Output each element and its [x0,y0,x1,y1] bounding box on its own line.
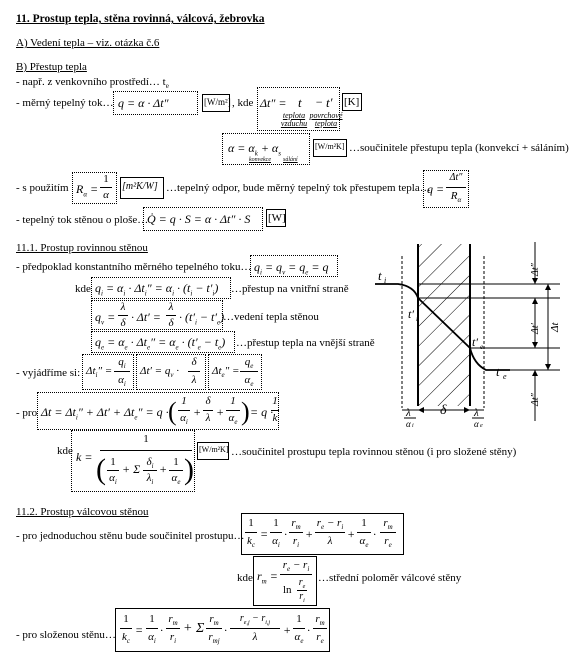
svg-text:α: α [406,419,411,428]
kcc-f1-num: 1 [149,613,155,625]
dt-def-lhs: Δt″ = [260,96,287,110]
kc-lhs-bar [245,532,257,533]
unit-k: [K] [344,96,360,108]
kcc-dot2: · [224,623,227,637]
kcc-f6-den: $r_e$ [316,631,324,646]
te-sub: e [165,82,169,91]
rm-lhs: $r_m$ = [257,569,278,586]
kcc-dot3: · [307,623,310,637]
expr1-bar [114,371,130,372]
k-bar [100,450,192,451]
k-f3-num: 1 [173,456,179,468]
dt-sum-f1-bar [178,410,190,411]
expr1-lhs: $\Delta t_i''$ = [86,365,113,380]
alpha-desc: …součinitele přestupu tepla (konvekcí + sáláním) [349,142,569,154]
kc-f3-num: $r_e - r_i$ [316,517,344,532]
qv-frac1-den: δ [120,317,126,329]
qe-desc: …přestup tepla na vnější straně [236,337,375,349]
sub2-simple: - pro jednoduchou stěnu bude součinitel prostupu… [16,530,245,542]
sub2-composite: - pro složenou stěnu… [16,629,116,641]
kcc-f3-num: $r_m$ [209,613,219,628]
svg-text:i: i [412,423,414,428]
kcc-f5-bar [293,628,305,629]
k-paren-r: ) [184,453,194,486]
kcc-f5-den: $\alpha_e$ [294,631,304,646]
label-air-temp: teplota vzduchu [280,111,308,128]
dt-sum-f2-den: λ [205,412,211,424]
sub1-assumption: - předpoklad konstantního měrného tepelného toku… [16,261,252,273]
svg-text:δ: δ [440,403,447,418]
svg-text:Δt′: Δt′ [530,323,541,334]
q-r-lhs: q = [427,182,445,196]
r-frac-bar [100,187,112,188]
dt-sum-plus2: + [216,405,225,419]
expr2-lhs: $\Delta t' = q_v$ · [140,365,179,380]
section-b-heading: B) Přestup tepla [16,61,87,73]
svg-text:t′: t′ [408,307,414,321]
kcc-f4-den: λ [252,631,258,643]
q-dot-eq: Q̇ = q · S = α · Δt″ · S [147,212,251,226]
kc-f5-num: $r_m$ [383,517,393,532]
kcc-dot1: · [160,623,163,637]
subsection-11-1: 11.1. Prostup rovinnou stěnou [16,242,148,254]
expr1-num: $q_i$ [118,356,126,371]
qv-frac2-num: λ [168,301,174,313]
r-frac-den: α [103,189,109,201]
k-f2-num: $\delta_i$ [146,456,154,471]
kcc-plus: + [283,623,292,637]
expr1-den: $\alpha_i$ [118,374,126,389]
qv-frac1-bar [118,315,128,316]
kcc-lhs-den: $k_c$ [122,631,130,646]
kcc-eq: = [135,623,144,637]
dt-te-prime: t′ [326,95,333,110]
dt-minus: − [315,95,324,109]
k-f3-den: $\alpha_e$ [171,472,181,487]
kcc-f6-bar [313,628,327,629]
kcc-f6-num: $r_m$ [315,613,325,628]
alpha-s-sub: s [278,149,281,158]
eq-q: q = α · Δt″ [118,96,169,110]
pro-label: - pro [16,407,38,419]
svg-text:λ: λ [474,407,479,419]
q-const-eq: $q_i = q_v = q_e = q$ [254,260,329,277]
svg-text:e: e [480,343,484,351]
k-plus: + [159,462,168,476]
k-f1-den: $\alpha_i$ [109,472,117,487]
dt-sum-f3-num: 1 [230,395,236,407]
dt-sum-eq-end: = q · [250,405,274,419]
kc-f4-num: 1 [361,517,367,529]
rm-num: $r_e - r_i$ [282,559,310,574]
line-flux-area: - tepelný tok stěnou o ploše… [16,214,149,226]
svg-text:t: t [496,364,500,379]
unit-r: [m²K/W] [122,181,158,192]
rm-ln-num: $r_e$ [298,577,306,590]
wall-temperature-diagram [370,236,584,428]
svg-text:i: i [416,315,418,323]
express-label: - vyjádříme si: [16,367,81,379]
kcc-f3-den: $r_{mj}$ [208,631,220,646]
unit-wm2-1: [W/m²] [204,97,231,107]
kde-label-4: kde [237,572,253,584]
unit-wm2k-2: [W/m²K] [199,445,229,454]
kcc-f4-num: $r_{e,j} - r_{i,j}$ [239,613,271,626]
r-alpha: $R_\alpha$ = [76,182,99,199]
dt-sum-paren-l: ( [168,397,177,426]
kc-f2-den: $r_i$ [292,535,300,550]
label-radiation: sálání [283,157,298,163]
kc-plus2: + [347,527,356,541]
dt-sum-f1-den: $\alpha_i$ [180,412,188,427]
svg-text:e: e [503,372,507,381]
k-num: 1 [143,433,149,445]
kde-label-2: kde [75,283,91,295]
dt-sum-f4-den: k [272,412,278,424]
kcc-f1-den: $\alpha_i$ [148,631,156,646]
svg-text:Δt″: Δt″ [530,393,541,406]
rm-bar [280,574,312,575]
expr3-lhs: $\Delta t_e''$ = [212,365,240,380]
expr3-den: $\alpha_e$ [244,374,254,389]
kc-dot2: · [373,527,376,541]
kc-dot1: · [284,527,287,541]
dt-te: t [298,95,302,110]
line-using-r: - s použitím [16,182,69,194]
alpha-def-lhs: α = α [228,141,255,155]
kcc-f2-bar [166,628,180,629]
dt-sum-f4-num: 1 [272,395,278,407]
k-f2-den: $\lambda_i$ [146,472,154,487]
kc-f2-bar [289,532,303,533]
line-external-env-text: - např. z venkovního prostředí… t [16,76,166,88]
k-f1-bar [107,470,119,471]
q-r-num: Δt″ [449,172,463,183]
dt-sum-eq: $\Delta t = \Delta t_i'' + \Delta t' + \Delta t_e'' = q$ · [41,405,169,422]
rm-ln-den: $r_i$ [299,591,305,604]
kc-f3-den: λ [327,535,333,547]
kc-f5-den: $r_e$ [384,535,392,550]
svg-text:Δt: Δt [549,322,561,332]
r-desc: …tepelný odpor, bude měrný tepelný tok přestupem tepla… [166,182,431,194]
specific-heat-flux-label: - měrný tepelný tok… [16,97,114,109]
rm-desc: …střední poloměr válcové stěny [318,572,462,584]
q-r-bar [446,187,466,188]
svg-text:i: i [384,276,387,285]
kcc-f2-num: $r_m$ [168,613,178,628]
expr2-den: λ [191,374,197,386]
qv-eq-b: · Δt′ = [131,310,161,324]
svg-text:t′: t′ [472,335,478,349]
k-f1-num: 1 [110,456,116,468]
alpha-def-s: + α [260,141,279,155]
qv-eq-a: $q_v$ = [95,310,116,327]
label-surface-temp: povrchové teplota [309,111,343,128]
k-desc: …součinitel prostupu tepla rovinnou stěnou (i pro složené stěny) [231,446,517,458]
kc-f3-bar [315,532,345,533]
r-frac-num: 1 [103,173,109,185]
section-a-heading: A) Vedení tepla – viz. otázka č.6 [16,37,160,49]
kcc-f2-den: $r_i$ [169,631,177,646]
kcc-sum: + Σ [183,621,205,636]
kde-label-1: , kde [232,97,254,109]
svg-text:α: α [474,419,479,428]
k-f2-bar [143,470,157,471]
kc-f1-num: 1 [273,517,279,529]
rm-ln: ln [283,584,292,596]
unit-wm2k-1: [W/m²K] [315,142,345,151]
qv-frac2-bar [166,315,176,316]
kcc-f5-num: 1 [296,613,302,625]
qv-eq-c: · $(t'_i - t'_e)$ [179,310,225,327]
svg-text:Δt″: Δt″ [530,263,541,276]
dt-sum-f1-num: 1 [181,395,187,407]
kcc-f4-bar [230,628,280,629]
q-r-den: $R_\alpha$ [450,190,462,205]
alpha-def [228,142,281,157]
kc-lhs-den: $k_c$ [247,535,255,550]
kc-eq: = [260,527,269,541]
k-lhs: k = [76,450,93,464]
qi-eq: $q_i = \alpha_i \cdot \Delta t_i'' = \alpha_i \cdot (t_i - t'_i)$ [95,281,219,298]
kc-lhs-num: 1 [248,517,254,529]
kcc-f1-bar [146,628,158,629]
kcc-f3-bar [206,628,222,629]
k-paren-l: ( [96,453,106,486]
svg-text:λ: λ [406,407,411,419]
dt-sum-f3-bar [226,410,240,411]
unit-w: [W] [268,212,286,224]
k-sum: + Σ [122,462,141,476]
dt-sum-paren-r: ) [241,397,250,426]
dt-sum-f2-bar [203,410,213,411]
kc-f4-bar [357,532,371,533]
kc-f2-num: $r_m$ [291,517,301,532]
expr3-num: $q_e$ [244,356,254,371]
q-r-den-r: R [450,190,458,202]
qv-frac1-num: λ [120,301,126,313]
subsection-11-2: 11.2. Prostup válcovou stěnou [16,506,149,518]
r-alpha-r: R [76,182,84,196]
kde-label-3: kde [57,445,73,457]
dt-sum-f2-num: δ [205,395,211,407]
kcc-lhs-num: 1 [123,613,129,625]
expr2-bar [188,371,200,372]
kc-plus1: + [305,527,314,541]
kc-f4-den: $\alpha_e$ [359,535,369,550]
label-convection: konvekce [249,157,271,163]
k-f3-bar [169,470,183,471]
svg-text:e: e [480,423,483,428]
kc-f1-bar [270,532,282,533]
alpha-k-sub: k [254,149,258,158]
svg-text:t: t [378,268,382,283]
qi-desc: …přestup na vnitřní straně [231,283,349,295]
expr3-bar [240,371,258,372]
kc-f1-den: $\alpha_i$ [272,535,280,550]
dt-sum-f4-bar [271,410,279,411]
expr2-num: δ [191,356,197,368]
dt-sum-plus1: + [193,405,202,419]
line-external-env [16,77,169,90]
qe-eq: $q_e = \alpha_e \cdot \Delta t_e'' = \alpha_e \cdot (t'_e - t_e)$ [95,335,226,352]
qv-frac2-den: δ [168,317,174,329]
dt-sum-f3-den: $\alpha_e$ [228,412,238,427]
qv-desc: …vedení tepla stěnou [223,311,319,323]
page-title: 11. Prostup tepla, stěna rovinná, válcová, žebrovka [16,13,265,25]
kc-f5-bar [380,532,396,533]
kcc-lhs-bar [120,628,132,629]
